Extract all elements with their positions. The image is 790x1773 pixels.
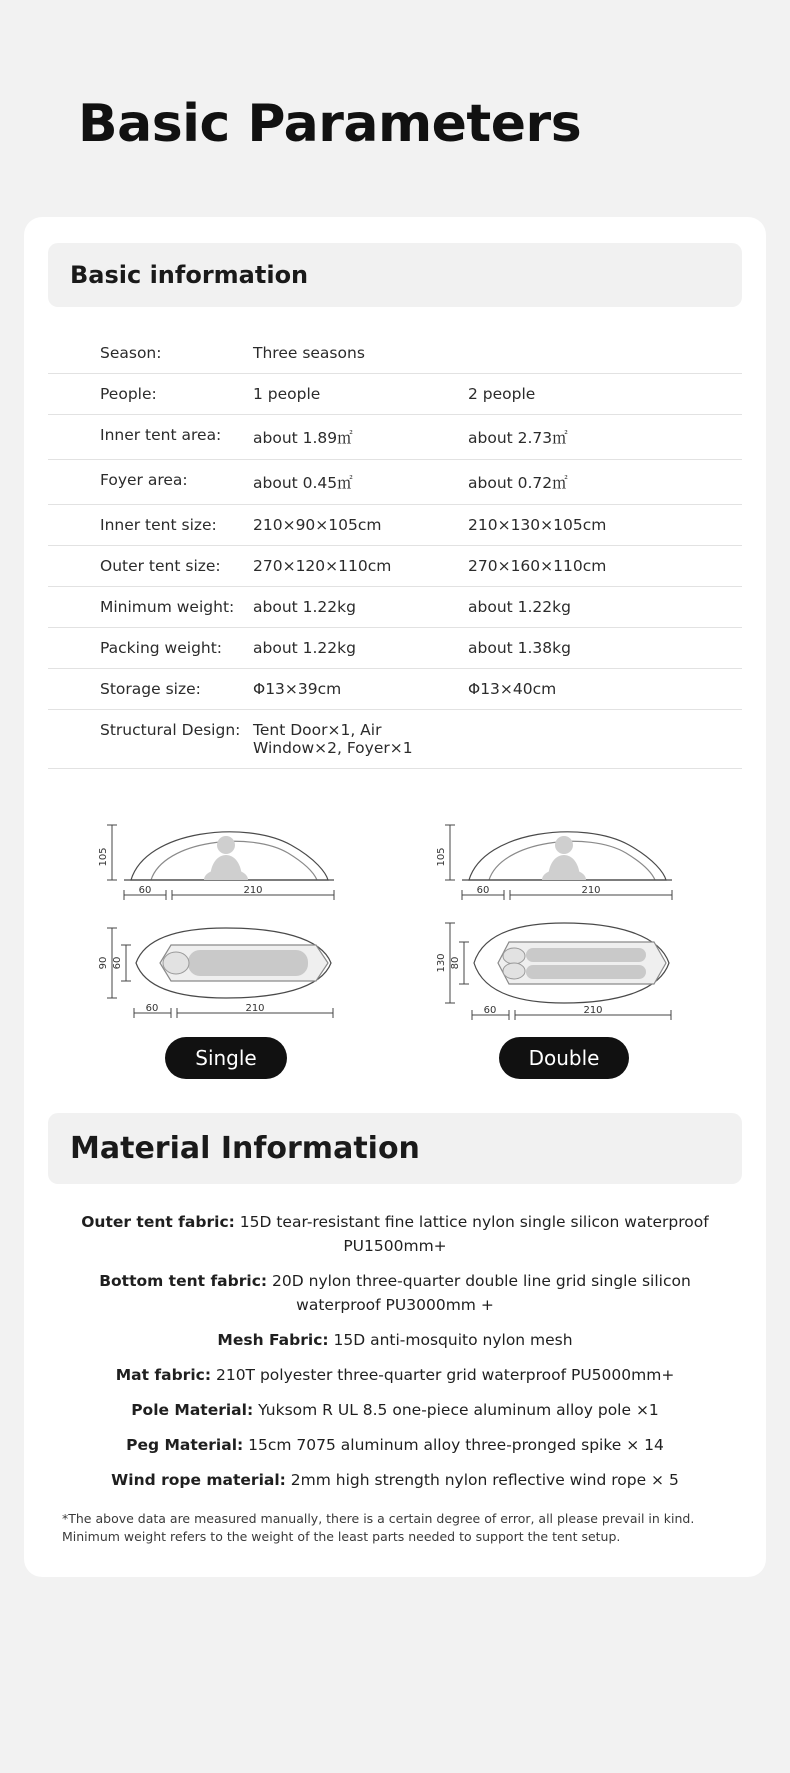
material-label: Mat fabric: (115, 1366, 212, 1385)
double-tent-diagram-column (414, 795, 714, 1079)
double-caption: Double (499, 1037, 630, 1079)
table-row (48, 505, 742, 546)
mat-shape (188, 950, 308, 976)
single-caption: Single (165, 1037, 286, 1079)
basic-information-heading: Basic information (48, 243, 742, 307)
mat-shape (526, 948, 646, 962)
spec-label: People: (48, 374, 253, 415)
single-top-width-label: 90 (98, 956, 109, 970)
spec-value-double (468, 710, 742, 769)
single-side-length-label: 210 (243, 885, 263, 897)
spec-value-double (468, 333, 742, 374)
spec-label: Outer tent size: (48, 546, 253, 587)
spec-value-double: 270×160×110cm (468, 546, 742, 587)
mat-shape (526, 965, 646, 979)
single-tent-diagram (76, 795, 376, 1025)
list-item (56, 1328, 734, 1352)
spec-value-single: about 1.22kg (253, 628, 468, 669)
double-top-front-label: 60 (483, 1005, 497, 1017)
double-tent-diagram (414, 795, 714, 1025)
material-label: Peg Material: (126, 1436, 244, 1455)
single-top-inner-label: 60 (112, 956, 123, 970)
foyer-shape (163, 952, 189, 974)
material-information-heading: Material Information (48, 1113, 742, 1184)
spec-value-double: Φ13×40cm (468, 669, 742, 710)
spec-value-single: Tent Door×1, Air Window×2, Foyer×1 (253, 710, 468, 769)
list-item (56, 1269, 734, 1317)
spec-value-single: 210×90×105cm (253, 505, 468, 546)
material-value: 15cm 7075 aluminum alloy three-pronged spike × 14 (248, 1436, 664, 1455)
foyer-shape (503, 948, 525, 964)
table-row (48, 710, 742, 769)
double-side-front-label: 60 (476, 885, 490, 897)
spec-value-double: about 1.38kg (468, 628, 742, 669)
table-row (48, 628, 742, 669)
spec-value-double: 2 people (468, 374, 742, 415)
material-label: Wind rope material: (111, 1471, 286, 1490)
double-side-height-label: 105 (436, 847, 447, 867)
single-side-height-label: 105 (98, 847, 109, 867)
footnote: *The above data are measured manually, there is a certain degree of error, all please prevail in kind. Minimum weight refers to the weight of the least parts needed to support the tent setup. (62, 1511, 695, 1545)
spec-value-single: about 1.89㎡ (253, 415, 468, 460)
spec-value-single: Three seasons (253, 333, 468, 374)
spec-label: Inner tent size: (48, 505, 253, 546)
double-top-inner-label: 80 (450, 956, 461, 970)
spec-value-single: Φ13×39cm (253, 669, 468, 710)
table-row (48, 587, 742, 628)
spec-label: Structural Design: (48, 710, 253, 769)
material-value: 2mm high strength nylon reflective wind rope × 5 (290, 1471, 679, 1490)
spec-value-double: about 1.22kg (468, 587, 742, 628)
spec-value-single: about 0.45㎡ (253, 460, 468, 505)
double-top-length-label: 210 (583, 1005, 603, 1017)
table-row (48, 374, 742, 415)
spec-value-single: 1 people (253, 374, 468, 415)
single-caption-wrap (76, 1037, 376, 1079)
table-row (48, 333, 742, 374)
dimension-diagrams (48, 795, 742, 1079)
spec-label: Inner tent area: (48, 415, 253, 460)
list-item (56, 1468, 734, 1492)
double-top-width-label: 130 (436, 953, 447, 973)
foyer-shape (503, 963, 525, 979)
table-row (48, 546, 742, 587)
spec-value-double: 210×130×105cm (468, 505, 742, 546)
material-label: Outer tent fabric: (81, 1213, 235, 1232)
material-value: 210T polyester three-quarter grid waterproof PU5000mm+ (215, 1366, 675, 1385)
list-item (56, 1433, 734, 1457)
list-item (56, 1363, 734, 1387)
double-caption-wrap (414, 1037, 714, 1079)
table-row (48, 415, 742, 460)
spec-value-double: about 2.73㎡ (468, 415, 742, 460)
list-item (56, 1398, 734, 1422)
spec-label: Packing weight: (48, 628, 253, 669)
list-item (56, 1210, 734, 1258)
material-list (56, 1210, 734, 1492)
spec-value-single: about 1.22kg (253, 587, 468, 628)
spec-label: Minimum weight: (48, 587, 253, 628)
table-row (48, 460, 742, 505)
spec-value-double: about 0.72㎡ (468, 460, 742, 505)
page-title: Basic Parameters (78, 94, 582, 154)
single-side-front-label: 60 (138, 885, 152, 897)
material-value: 20D nylon three-quarter double line grid single silicon waterproof PU3000mm + (272, 1272, 691, 1315)
table-row (48, 669, 742, 710)
single-top-front-label: 60 (145, 1003, 159, 1015)
material-label: Bottom tent fabric: (99, 1272, 268, 1291)
spec-label: Season: (48, 333, 253, 374)
spec-label: Storage size: (48, 669, 253, 710)
basic-information-card (24, 217, 766, 1576)
material-label: Pole Material: (131, 1401, 254, 1420)
specification-table (48, 333, 742, 769)
spec-label: Foyer area: (48, 460, 253, 505)
material-value: 15D tear-resistant fine lattice nylon single silicon waterproof PU1500mm+ (239, 1213, 709, 1256)
material-value: Yuksom R UL 8.5 one-piece aluminum alloy pole ×1 (258, 1401, 659, 1420)
material-label: Mesh Fabric: (217, 1331, 329, 1350)
double-side-length-label: 210 (581, 885, 601, 897)
single-top-length-label: 210 (245, 1003, 265, 1015)
single-tent-diagram-column (76, 795, 376, 1079)
material-value: 15D anti-mosquito nylon mesh (333, 1331, 573, 1350)
spec-value-single: 270×120×110cm (253, 546, 468, 587)
